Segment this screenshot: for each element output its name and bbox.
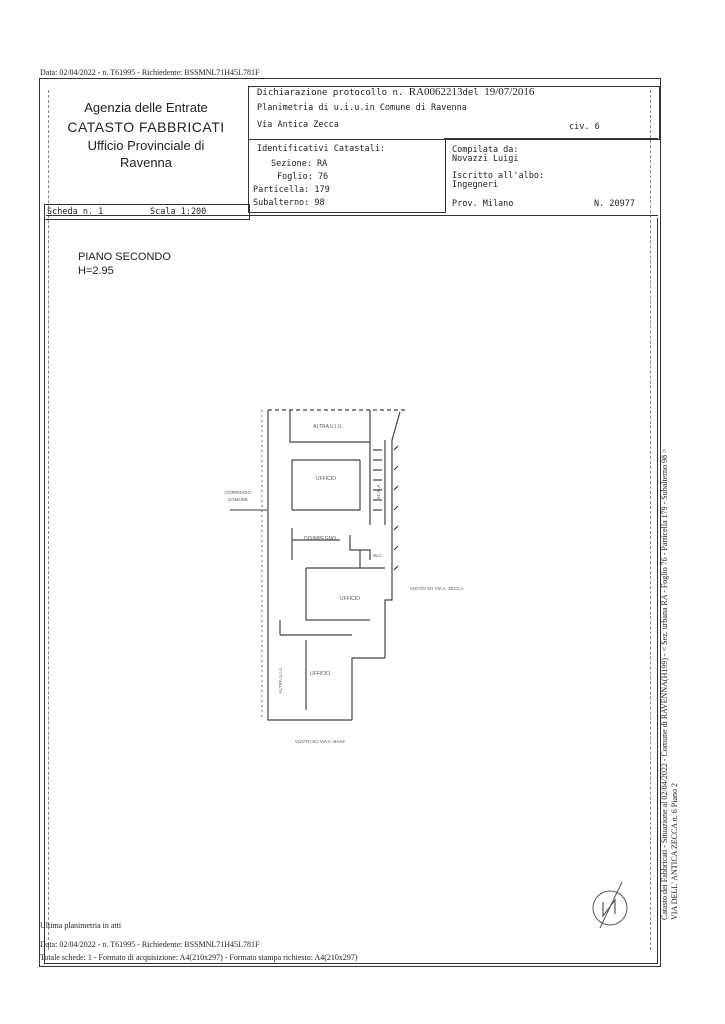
protocol-line xyxy=(257,86,534,98)
agency-name: Agenzia delle Entrate xyxy=(84,100,208,115)
identifiers-box xyxy=(248,138,446,213)
label-common-2: COMUNE xyxy=(228,497,248,502)
protocol-number: RA0062213 xyxy=(408,86,463,98)
north-arrow-icon xyxy=(588,880,636,932)
plan-line: Planimetria di u.i.u.in Comune di Ravenna xyxy=(257,103,467,113)
label-office1: UFFICIO xyxy=(316,476,336,482)
subalterno: Subalterno: 98 xyxy=(253,198,325,208)
particella: Particella: 179 xyxy=(253,185,330,195)
label-street-right: VUOTO SU VIA A. ZECCA xyxy=(410,586,464,591)
compiler-name: Novazzi Luigi xyxy=(452,154,519,164)
compiler-box xyxy=(444,138,658,213)
side-caption-2: VIA DELL' ANTICA ZECCA n. 6 Piano 2 xyxy=(670,783,679,920)
civic-number: civ. 6 xyxy=(569,122,600,132)
label-room-top: ALTRA U.I.U. xyxy=(313,424,343,430)
protocol-label: Dichiarazione protocollo n. xyxy=(257,88,404,98)
catasto-title: CATASTO FABBRICATI xyxy=(67,119,225,135)
street-line: Via Antica Zecca xyxy=(257,120,339,130)
declaration-box xyxy=(248,86,660,140)
label-common-1: CORRIDOIO xyxy=(224,490,252,495)
city-label: Ravenna xyxy=(119,155,173,170)
label-office2: UFFICIO xyxy=(340,596,360,602)
date-label: del xyxy=(462,88,479,98)
province: Prov. Milano xyxy=(452,199,514,209)
label-office3: UFFICIO xyxy=(310,671,330,677)
label-stair: SCALA xyxy=(376,484,381,500)
sezione: Sezione: RA xyxy=(271,159,328,169)
ufficio-label: Ufficio Provinciale di xyxy=(87,138,205,153)
side-caption-1: Catasto dei Fabbricati - Situazione al 02/04/2022 - Comune di RAVENNA(H199) - < Sez. urbana RA - Foglio 76 - Particella 179 - Subalterno 98 > xyxy=(660,448,669,920)
albo-value: Ingegneri xyxy=(452,180,499,190)
scale: Scala 1:200 xyxy=(150,207,207,217)
footer-totale: Totale schede: 1 - Formato di acquisizione: A4(210x297) - Formato stampa richiesto: A4(210x297) xyxy=(40,953,358,962)
identifiers-title: Identificativi Catastali: xyxy=(257,144,385,154)
registration-number: N. 20977 xyxy=(594,199,635,209)
compiler-label: Compilata da: xyxy=(452,145,519,155)
label-wc: W.C. xyxy=(373,553,383,558)
label-bottom: VUOTO SU VIA A. BAAZ xyxy=(295,739,345,744)
floor-plan xyxy=(210,400,464,750)
protocol-date: 19/07/2016 xyxy=(484,86,535,98)
request-header: Data: 02/04/2022 - n. T61995 - Richiedente: BSSMNL71H45L781F xyxy=(40,68,260,77)
floor-name: PIANO SECONDO xyxy=(78,251,171,263)
label-left-side: ALTRA U.I.U. xyxy=(278,666,283,694)
albo-label: Iscritto all'albo: xyxy=(452,171,545,181)
last-plan-note: Ultima planimetria in atti xyxy=(40,921,122,930)
floor-height: H=2.95 xyxy=(78,265,114,277)
footer-data: Data: 02/04/2022 - n. T61995 - Richiedente: BSSMNL71H45L781F xyxy=(40,940,260,949)
label-corridor: DISIMPEGNO xyxy=(304,536,336,542)
scheda-number: Scheda n. 1 xyxy=(47,207,104,217)
foglio: Foglio: 76 xyxy=(277,172,329,182)
